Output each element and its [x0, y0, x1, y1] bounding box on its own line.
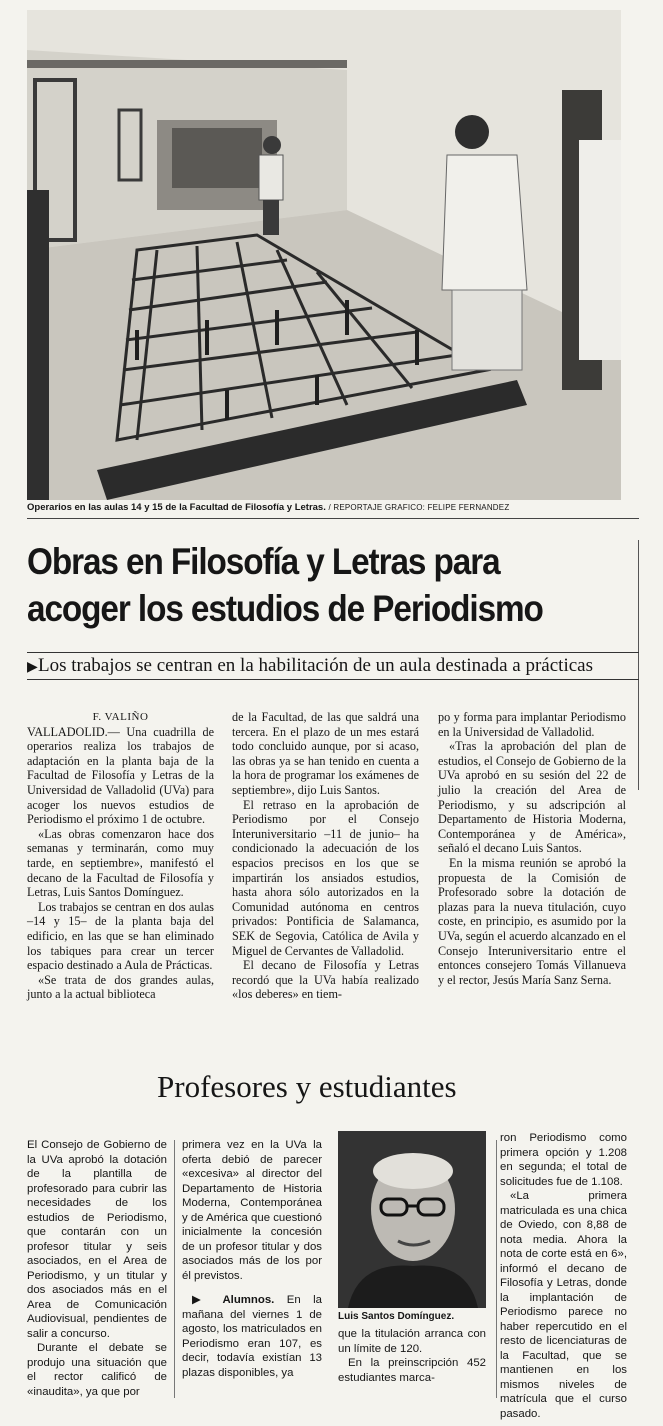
portrait-illustration: [338, 1131, 486, 1308]
column-rule: [496, 1140, 497, 1398]
runin-heading: Alumnos.: [222, 1294, 275, 1306]
portrait-caption: Luis Santos Domínguez.: [338, 1311, 455, 1322]
headline: [27, 538, 576, 632]
sidebar-paragraph: [182, 1293, 322, 1380]
triangle-bullet-icon: ▶: [192, 1294, 223, 1306]
news-photo: [27, 10, 621, 500]
article-paragraph: Los trabajos se centran en dos aulas –14 y 15– de la planta baja del edificio, en las que se han eliminado los tabiques para crear un tercer espacio destinado a Aula de Prácticas.: [27, 899, 214, 973]
article-paragraph: «Se trata de dos grandes aulas, junto a la actual biblioteca: [27, 972, 214, 1002]
sidebar-paragraph: En la preinscripción 452 estudiantes marca-: [338, 1357, 486, 1384]
sidebar-paragraph: primera vez en la UVa la oferta debió de parecer «excesiva» al director del Departamento de Historia Moderna, Contemporánea y de América que cuestionó inicialmente la concesión de un profesor titular y dos asociados más de los por él previstos.: [182, 1139, 322, 1282]
triangle-bullet-icon: ▶: [27, 660, 38, 675]
sidebar-paragraph: «La primera matriculada es una chica de Oviedo, con 8,88 de nota media. Ahora la nota de corte está en 6», informó el decano de Filosofía y Letras, donde la implantación de Periodismo parece no haber repercutido en el resto de licenciaturas de la Facultad, que se mantienen en los mismos niveles de matrícula que el curso pasado.: [500, 1190, 627, 1420]
article-paragraph: VALLADOLID.— Una cuadrilla de operarios realiza los trabajos de adaptación en la planta baja de la Facultad de Filosofía y Letras de la Universidad de Valladolid (UVa) para acoger los nuevos estudios de Periodismo el próximo 1 de octubre.: [27, 724, 214, 827]
photo-credit: / REPORTAJE GRAFICO: FELIPE FERNANDEZ: [328, 503, 510, 512]
photo-caption-text: Operarios en las aulas 14 y 15 de la Facultad de Filosofía y Letras.: [27, 502, 326, 513]
article-paragraph: po y forma para implantar Periodismo en la Universidad de Valladolid.: [438, 710, 626, 739]
subheadline: [27, 652, 639, 680]
sidebar-paragraph: El Consejo de Gobierno de la UVa aprobó la dotación de la plantilla de profesorado para cubrir las necesidades de los estudios de Periodismo, que contarán con un profesor titular y seis asociados, en el Area de Periodismo, y un titular y dos asociados más en el Area de Comunicación Audiovisual, pendientes de salir a concurso.: [27, 1139, 167, 1340]
article-paragraph: El decano de Filosofía y Letras recordó que la UVa había realizado «los deberes» en tiem-: [232, 958, 419, 1002]
headline-line-2: acoger los estudios de Periodismo: [27, 588, 543, 629]
headline-line-1: Obras en Filosofía y Letras para: [27, 541, 500, 582]
sidebar-column-2: [182, 1138, 322, 1380]
sidebar-column-4: [500, 1131, 627, 1421]
article-column-1: [27, 710, 214, 1002]
column-rule: [174, 1140, 175, 1398]
sidebar-paragraph: Durante el debate se produjo una situación que el rector calificó de «inaudita», ya que por: [27, 1342, 167, 1398]
article-paragraph: El retraso en la aprobación de Periodismo por el Consejo Interuniversitario –11 de junio– ha condicionado la adecuación de los espacios precisos en los que se impartirán los ansiados estudios, hasta ahora sólo autorizados en la Comunidad autónoma en centros privados: Pontificia de Salamanca, SEK de Segovia, Católica de Avila y Miguel de Cervantes de Valladolid.: [232, 797, 419, 958]
construction-scene-illustration: [27, 10, 621, 500]
article-paragraph: de la Facultad, de las que saldrá una tercera. En el plazo de un mes estará todo concluido aunque, por si acaso, las obras ya se han tenido en cuenta a la hora de programar los exámenes de septiembre», dijo Luis Santos.: [232, 710, 419, 797]
portrait-photo: [338, 1131, 486, 1308]
article-paragraph: En la misma reunión se aprobó la propuesta de la Comisión de Profesorado sobre la dotación de plazas para la nueva titulación, cuyo coste, en principio, es asumido por la UVa, según el acuerdo alcanzado en el Consejo Interuniversitario entre el entonces consejero Tomás Villanueva y el rector, Jesús María Sanz Serna.: [438, 855, 626, 987]
sidebar-paragraph: ron Periodismo como primera opción y 1.208 en segunda; el total de solicitudes fue de 1.108.: [500, 1132, 627, 1188]
byline: F. VALIÑO: [92, 711, 149, 723]
sidebar-title: Profesores y estudiantes: [157, 1069, 457, 1104]
sidebar-column-1: [27, 1138, 167, 1399]
caption-rule: [27, 518, 639, 519]
photo-caption: [27, 502, 627, 514]
sidebar-paragraph: que la titulación arranca con un límite de 120.: [338, 1328, 486, 1355]
article-paragraph: «Tras la aprobación del plan de estudios, el Consejo de Gobierno de la UVa aprobó en su sesión del 22 de julio la creación del Area de Periodismo, y su adscripción al Departamento de Historia Moderna, Contemporánea y de América», señaló el decano Luis Santos.: [438, 739, 626, 856]
sidebar-column-3: [338, 1327, 486, 1385]
runin-text: En la mañana del viernes 1 de agosto, los matriculados en Periodismo eran 107, es decir, todavía existían 13 plazas disponibles, ya: [182, 1294, 322, 1379]
article-column-3: [438, 710, 626, 987]
subheadline-text: Los trabajos se centran en la habilitación de un aula destinada a prácticas: [38, 655, 593, 676]
article-paragraph: «Las obras comenzaron hace dos semanas y terminarán, como muy tarde, en septiembre», manifestó el decano de la Facultad de Filosofía y Letras, Luis Santos Domínguez.: [27, 826, 214, 900]
article-column-2: [232, 710, 419, 1002]
